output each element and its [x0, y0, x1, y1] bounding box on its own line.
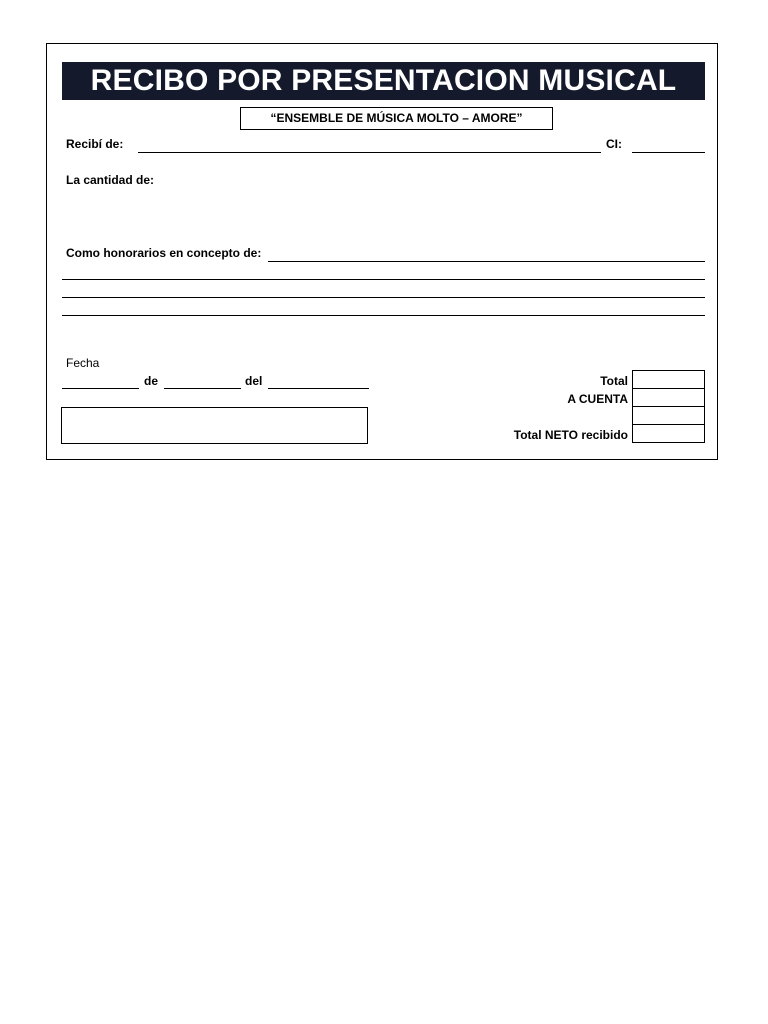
total-box[interactable]	[632, 370, 705, 389]
receipt-title: RECIBO POR PRESENTACION MUSICAL	[62, 62, 705, 100]
fecha-day-field[interactable]	[62, 388, 139, 389]
fecha-year-field[interactable]	[268, 388, 369, 389]
ci-field[interactable]	[632, 152, 705, 153]
recibi-de-field[interactable]	[138, 152, 601, 153]
total-neto-box[interactable]	[632, 424, 705, 443]
ensemble-name: “ENSEMBLE DE MÚSICA MOLTO – AMORE”	[240, 107, 553, 130]
receipt-form	[46, 43, 718, 460]
signature-box[interactable]	[61, 407, 368, 444]
total-label: Total	[600, 374, 628, 388]
total-neto-label: Total NETO recibido	[513, 428, 628, 442]
a-cuenta-label: A CUENTA	[567, 392, 628, 406]
recibi-de-label: Recibí de:	[66, 137, 124, 151]
concepto-line-2[interactable]	[62, 297, 705, 298]
de-label: de	[144, 374, 159, 388]
fecha-month-field[interactable]	[164, 388, 241, 389]
concepto-line-3[interactable]	[62, 315, 705, 316]
a-cuenta-box[interactable]	[632, 388, 705, 407]
honorarios-field[interactable]	[268, 261, 705, 262]
concepto-line-1[interactable]	[62, 279, 705, 280]
cantidad-label: La cantidad de:	[66, 173, 155, 187]
fecha-label: Fecha	[66, 356, 100, 370]
ci-label: CI:	[606, 137, 622, 151]
honorarios-label: Como honorarios en concepto de:	[66, 246, 262, 260]
del-label: del	[245, 374, 263, 388]
extra-box[interactable]	[632, 406, 705, 425]
